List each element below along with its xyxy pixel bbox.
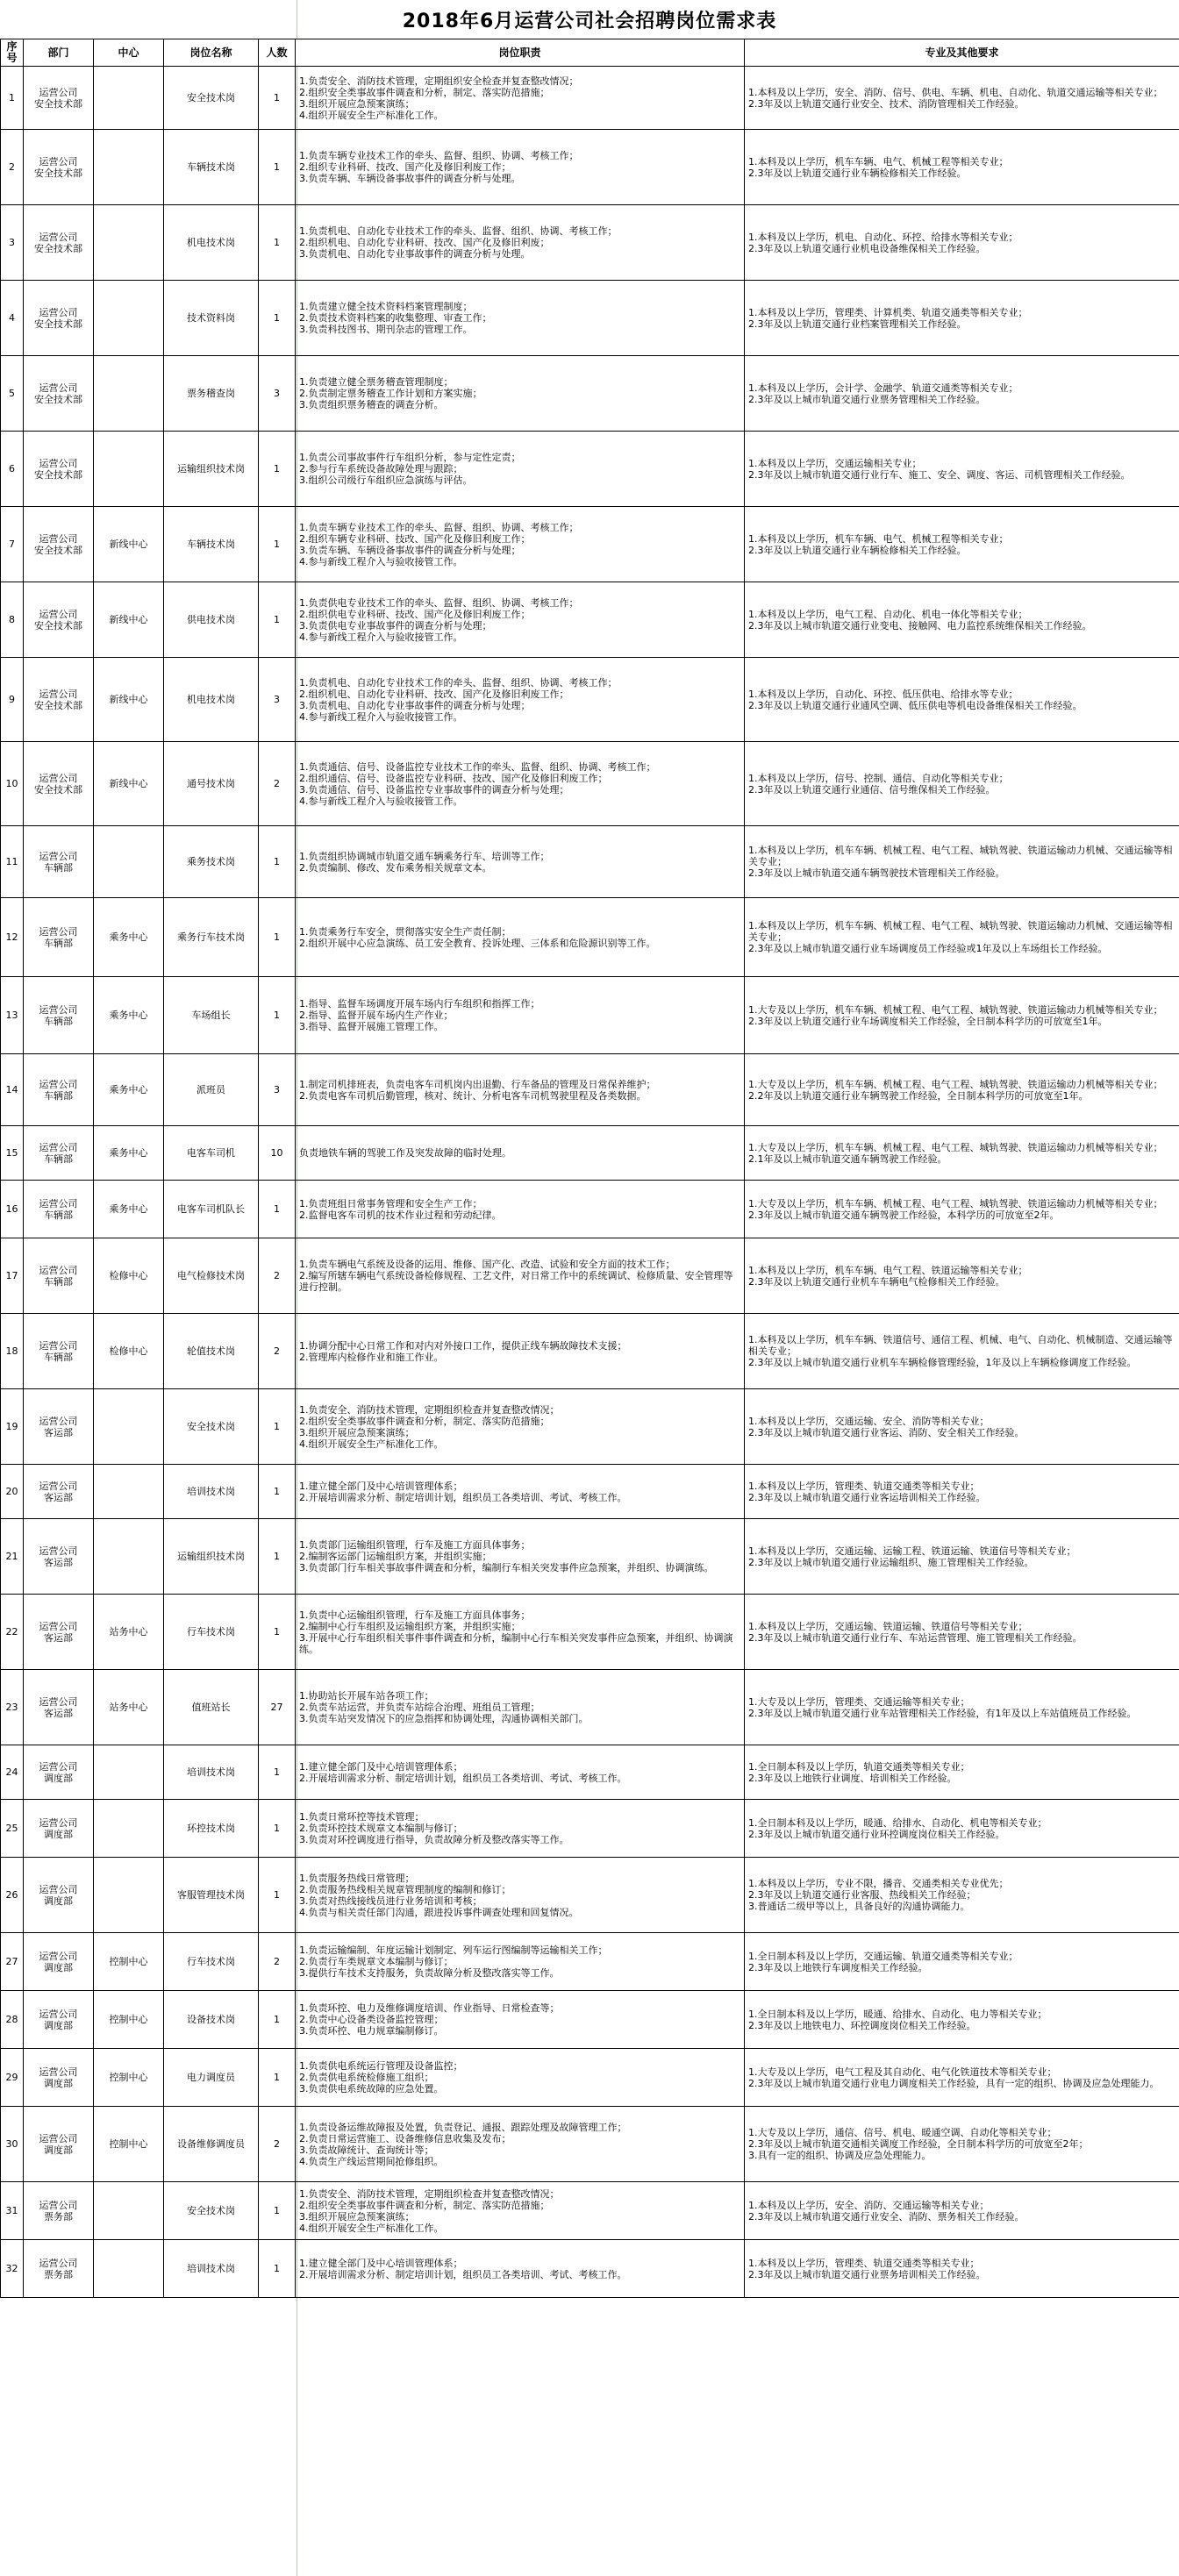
cell-center: 乘务中心: [94, 977, 164, 1054]
cell-duty: 1.负责安全、消防技术管理，定期组织安全检查并复查整改情况； 2.组织安全类事故事件调查和分析，制定、落实防范措施； 3.组织开展应急预案演练； 4.组织开展安全生产标准化工作。: [296, 67, 745, 130]
cell-requirements: 1.本科及以上学历，管理类、计算机类、轨道交通类等相关专业； 2.3年及以上轨道交通行业档案管理相关工作经验。: [745, 281, 1179, 356]
cell-center: [94, 205, 164, 281]
cell-post: 设备维修调度员: [164, 2107, 259, 2182]
cell-dept: 运营公司 调度部: [24, 1800, 94, 1858]
cell-no: 7: [1, 507, 24, 582]
cell-requirements: 1.大专及以上学历，机车车辆、机械工程、电气工程、城轨驾驶、铁道运输动力机械等相关专业； 2.1年及以上城市轨道交通车辆驾驶工作经验。: [745, 1126, 1179, 1181]
cell-dept: 运营公司 票务部: [24, 2240, 94, 2298]
cell-duty: 1.负责车辆电气系统及设备的运用、维修、国产化、改造、试验和安全方面的技术工作； 2.编写所辖车辆电气系统设备检修规程、工艺文件，对日常工作中的系统调试、检修质量、安全管理等进行控制。: [296, 1238, 745, 1314]
cell-duty: 1.负责车辆专业技术工作的牵头、监督、组织、协调、考核工作； 2.组织专业科研、技改、国产化及修旧利废工作； 3.负责车辆、车辆设备事故事件的调查分析与处理。: [296, 130, 745, 205]
cell-count: 1: [259, 1181, 296, 1238]
cell-center: 新线中心: [94, 658, 164, 742]
sheet-title-row: [0, 0, 1179, 39]
cell-count: 2: [259, 1314, 296, 1389]
cell-post: 运输组织技术岗: [164, 1519, 259, 1595]
cell-duty: 1.负责运输编制、年度运输计划制定、列车运行图编制等运输相关工作； 2.负责行车类规章文本编制与修订； 3.提供行车技术支持服务，负责故障分析及整改落实等工作。: [296, 1933, 745, 1991]
table-row: [1, 582, 1179, 658]
cell-post: 电客车司机队长: [164, 1181, 259, 1238]
cell-requirements: 1.本科及以上学历，机车车辆、电气、机械工程等相关专业； 2.3年及以上轨道交通行业车辆检修相关工作经验。: [745, 507, 1179, 582]
cell-post: 技术资料岗: [164, 281, 259, 356]
cell-post: 派班员: [164, 1054, 259, 1126]
cell-no: 11: [1, 826, 24, 898]
cell-center: 乘务中心: [94, 1181, 164, 1238]
cell-duty: 1.负责机电、自动化专业技术工作的牵头、监督、组织、协调、考核工作； 2.组织机电、自动化专业科研、技改、国产化及修旧利废工作； 3.负责机电、自动化专业事故事件的调查分析与处理； 4.参与新线工程介入与验收接管工作。: [296, 658, 745, 742]
cell-post: 机电技术岗: [164, 658, 259, 742]
cell-count: 1: [259, 582, 296, 658]
cell-dept: 运营公司 调度部: [24, 2107, 94, 2182]
cell-requirements: 1.本科及以上学历，自动化、环控、低压供电、给排水等专业； 2.3年及以上轨道交通行业通风空调、低压供电等机电设备维保相关工作经验。: [745, 658, 1179, 742]
cell-no: 18: [1, 1314, 24, 1389]
cell-post: 行车技术岗: [164, 1595, 259, 1670]
cell-count: 1: [259, 507, 296, 582]
cell-duty: 1.负责安全、消防技术管理，定期组织检查并复查整改情况； 2.组织安全类事故事件调查和分析，制定、落实防范措施； 3.组织开展应急预案演练； 4.组织开展安全生产标准化工作。: [296, 1389, 745, 1465]
header-dept: 部门: [24, 39, 94, 67]
cell-count: 1: [259, 2049, 296, 2107]
cell-requirements: 1.本科及以上学历，专业不限，播音、交通类相关专业优先； 2.3年及以上轨道交通行业客服、热线相关工作经验； 3.普通话二级甲等以上，具备良好的沟通协调能力。: [745, 1858, 1179, 1933]
cell-post: 环控技术岗: [164, 1800, 259, 1858]
cell-dept: 运营公司 客运部: [24, 1465, 94, 1519]
table-row: [1, 432, 1179, 507]
table-header-row: [1, 39, 1179, 67]
cell-no: 1: [1, 67, 24, 130]
cell-dept: 运营公司 车辆部: [24, 898, 94, 977]
cell-no: 17: [1, 1238, 24, 1314]
cell-requirements: 1.本科及以上学历，交通运输、安全、消防等相关专业； 2.3年及以上城市轨道交通行业客运、消防、安全相关工作经验。: [745, 1389, 1179, 1465]
cell-dept: 运营公司 客运部: [24, 1595, 94, 1670]
cell-dept: 运营公司 安全技术部: [24, 582, 94, 658]
cell-center: [94, 432, 164, 507]
cell-center: 新线中心: [94, 582, 164, 658]
cell-no: 21: [1, 1519, 24, 1595]
cell-no: 3: [1, 205, 24, 281]
cell-center: 乘务中心: [94, 1126, 164, 1181]
cell-dept: 运营公司 调度部: [24, 1933, 94, 1991]
table-row: [1, 507, 1179, 582]
cell-count: 1: [259, 281, 296, 356]
cell-no: 16: [1, 1181, 24, 1238]
cell-post: 票务稽查岗: [164, 356, 259, 432]
table-body: [1, 67, 1179, 2298]
cell-center: [94, 356, 164, 432]
cell-count: 1: [259, 1858, 296, 1933]
header-requirements: 专业及其他要求: [745, 39, 1179, 67]
cell-center: [94, 1858, 164, 1933]
cell-center: [94, 281, 164, 356]
cell-duty: 1.指导、监督车场调度开展车场内行车组织和指挥工作； 2.指导、监督开展车场内生产作业； 3.指导、监督开展施工管理工作。: [296, 977, 745, 1054]
cell-requirements: 1.本科及以上学历，机车车辆、机械工程、电气工程、城轨驾驶、铁道运输动力机械、交通运输等相关专业； 2.3年及以上城市轨道交通行业车场调度员工作经验或1年及以上车场组长工作经验。: [745, 898, 1179, 977]
cell-duty: 1.负责供电系统运行管理及设备监控； 2.负责供电系统检修施工组织； 3.负责供电系统故障的应急处置。: [296, 2049, 745, 2107]
cell-dept: 运营公司 调度部: [24, 1991, 94, 2049]
table-row: [1, 67, 1179, 130]
cell-post: 培训技术岗: [164, 1465, 259, 1519]
cell-post: 供电技术岗: [164, 582, 259, 658]
cell-no: 32: [1, 2240, 24, 2298]
table-row: [1, 826, 1179, 898]
table-row: [1, 2182, 1179, 2240]
cell-center: 控制中心: [94, 2049, 164, 2107]
cell-dept: 运营公司 车辆部: [24, 1314, 94, 1389]
header-count: 人数: [259, 39, 296, 67]
cell-dept: 运营公司 车辆部: [24, 1126, 94, 1181]
cell-duty: 1.建立健全部门及中心培训管理体系； 2.开展培训需求分析、制定培训计划，组织员工各类培训、考试、考核工作。: [296, 1745, 745, 1800]
cell-duty: 负责地铁车辆的驾驶工作及突发故障的临时处理。: [296, 1126, 745, 1181]
cell-post: 乘务技术岗: [164, 826, 259, 898]
cell-post: 设备技术岗: [164, 1991, 259, 2049]
cell-post: 车场组长: [164, 977, 259, 1054]
cell-dept: 运营公司 安全技术部: [24, 205, 94, 281]
table-row: [1, 658, 1179, 742]
cell-center: 检修中心: [94, 1314, 164, 1389]
cell-count: 1: [259, 432, 296, 507]
cell-count: 3: [259, 658, 296, 742]
cell-no: 5: [1, 356, 24, 432]
cell-center: 检修中心: [94, 1238, 164, 1314]
cell-no: 31: [1, 2182, 24, 2240]
cell-requirements: 1.本科及以上学历，管理类、轨道交通类等相关专业； 2.3年及以上城市轨道交通行业客运培训相关工作经验。: [745, 1465, 1179, 1519]
cell-duty: 1.负责设备运维故障报及处置，负责登记、通报、跟踪处理及故障管理工作； 2.负责日常运营施工、设备维修信息收集及发布； 3.负责故障统计、查询统计等； 4.负责生产线运营期间抢修组织。: [296, 2107, 745, 2182]
table-row: [1, 1800, 1179, 1858]
cell-count: 1: [259, 826, 296, 898]
table-row: [1, 130, 1179, 205]
cell-center: 新线中心: [94, 742, 164, 826]
cell-dept: 运营公司 客运部: [24, 1519, 94, 1595]
table-row: [1, 977, 1179, 1054]
cell-requirements: 1.本科及以上学历，电气工程、自动化、机电一体化等相关专业； 2.3年及以上城市轨道交通行业变电、接触网、电力监控系统维保相关工作经验。: [745, 582, 1179, 658]
cell-no: 2: [1, 130, 24, 205]
table-row: [1, 2240, 1179, 2298]
cell-count: 1: [259, 1745, 296, 1800]
cell-center: [94, 2182, 164, 2240]
cell-duty: 1.负责建立健全技术资料档案管理制度； 2.负责技术资料档案的收集整理、审查工作； 3.负责科技图书、期刊杂志的管理工作。: [296, 281, 745, 356]
cell-count: 1: [259, 1991, 296, 2049]
cell-dept: 运营公司 安全技术部: [24, 130, 94, 205]
cell-center: 控制中心: [94, 2107, 164, 2182]
cell-no: 19: [1, 1389, 24, 1465]
cell-requirements: 1.本科及以上学历，安全、消防、信号、供电、车辆、机电、自动化、轨道交通运输等相关专业； 2.3年及以上轨道交通行业安全、技术、消防管理相关工作经验。: [745, 67, 1179, 130]
cell-center: 乘务中心: [94, 1054, 164, 1126]
table-row: [1, 281, 1179, 356]
cell-center: [94, 130, 164, 205]
cell-requirements: 1.本科及以上学历，机电、自动化、环控、给排水等相关专业； 2.3年及以上轨道交通行业机电设备维保相关工作经验。: [745, 205, 1179, 281]
cell-post: 电气检修技术岗: [164, 1238, 259, 1314]
cell-dept: 运营公司 调度部: [24, 2049, 94, 2107]
cell-duty: 1.负责部门运输组织管理，行车及施工方面具体事务； 2.编制客运部门运输组织方案，并组织实施； 3.负责部门行车相关事故事件调查和分析，编制行车相关突发事件应急预案，并组织、协调演练。: [296, 1519, 745, 1595]
cell-center: 控制中心: [94, 1933, 164, 1991]
table-row: [1, 1238, 1179, 1314]
cell-center: [94, 1389, 164, 1465]
cell-center: [94, 1745, 164, 1800]
cell-dept: 运营公司 车辆部: [24, 1054, 94, 1126]
cell-requirements: 1.全日制本科及以上学历，暖通、给排水、自动化、机电等相关专业； 2.3年及以上城市轨道交通行业环控调度岗位相关工作经验。: [745, 1800, 1179, 1858]
cell-requirements: 1.大专及以上学历，通信、信号、机电、暖通空调、自动化等相关专业； 2.3年及以上城市轨道交通相关调度工作经验，全日制本科学历的可放宽至2年； 3.具有一定的组织、协调及应急处理能力。: [745, 2107, 1179, 2182]
cell-center: 站务中心: [94, 1595, 164, 1670]
cell-post: 电力调度员: [164, 2049, 259, 2107]
cell-dept: 运营公司 安全技术部: [24, 356, 94, 432]
cell-requirements: 1.大专及以上学历，机车车辆、机械工程、电气工程、城轨驾驶、铁道运输动力机械等相关专业； 2.3年及以上轨道交通行业车场调度相关工作经验，全日制本科学历的可放宽至1年。: [745, 977, 1179, 1054]
cell-no: 6: [1, 432, 24, 507]
cell-dept: 运营公司 安全技术部: [24, 742, 94, 826]
cell-count: 3: [259, 1054, 296, 1126]
cell-post: 运输组织技术岗: [164, 432, 259, 507]
cell-no: 24: [1, 1745, 24, 1800]
cell-no: 15: [1, 1126, 24, 1181]
cell-duty: 1.建立健全部门及中心培训管理体系； 2.开展培训需求分析、制定培训计划，组织员工各类培训、考试、考核工作。: [296, 2240, 745, 2298]
cell-count: 1: [259, 130, 296, 205]
header-duty: 岗位职责: [296, 39, 745, 67]
cell-no: 28: [1, 1991, 24, 2049]
table-row: [1, 742, 1179, 826]
cell-dept: 运营公司 车辆部: [24, 1181, 94, 1238]
cell-requirements: 1.本科及以上学历，机车车辆、电气、机械工程等相关专业； 2.3年及以上轨道交通行业车辆检修相关工作经验。: [745, 130, 1179, 205]
cell-no: 25: [1, 1800, 24, 1858]
cell-duty: 1.负责车辆专业技术工作的牵头、监督、组织、协调、考核工作； 2.组织车辆专业科研、技改、国产化及修旧利废工作； 3.负责车辆、车辆设备事故事件的调查分析与处理； 4.参与新线工程介入与验收接管工作。: [296, 507, 745, 582]
cell-duty: 1.负责乘务行车安全，贯彻落实安全生产责任制； 2.组织开展中心应急演练、员工安全教育、投诉处理、三体系和危险源识别等工作。: [296, 898, 745, 977]
cell-dept: 运营公司 安全技术部: [24, 658, 94, 742]
cell-requirements: 1.本科及以上学历，交通运输、铁道运输、铁道信号等相关专业； 2.3年及以上城市轨道交通行业行车、车站运营管理、施工管理相关工作经验。: [745, 1595, 1179, 1670]
cell-dept: 运营公司 票务部: [24, 2182, 94, 2240]
cell-count: 1: [259, 1519, 296, 1595]
cell-requirements: 1.本科及以上学历，交通运输、运输工程、铁道运输、铁道信号等相关专业； 2.3年及以上城市轨道交通行业运输组织、施工管理相关工作经验。: [745, 1519, 1179, 1595]
cell-count: 2: [259, 742, 296, 826]
cell-count: 1: [259, 1595, 296, 1670]
cell-no: 14: [1, 1054, 24, 1126]
cell-center: [94, 1465, 164, 1519]
cell-dept: 运营公司 安全技术部: [24, 67, 94, 130]
cell-duty: 1.负责中心运输组织管理，行车及施工方面具体事务； 2.编制中心行车组织及运输组织方案，并组织实施； 3.开展中心行车组织相关事件事件调查和分析，编制中心行车相关突发事件应急预案，并组织、协调演练。: [296, 1595, 745, 1670]
cell-post: 车辆技术岗: [164, 130, 259, 205]
cell-no: 12: [1, 898, 24, 977]
cell-requirements: 1.全日制本科及以上学历，交通运输、轨道交通类等相关专业； 2.3年及以上地铁行车调度相关工作经验。: [745, 1933, 1179, 1991]
cell-dept: 运营公司 安全技术部: [24, 432, 94, 507]
table-row: [1, 2107, 1179, 2182]
cell-center: 乘务中心: [94, 898, 164, 977]
cell-duty: 1.负责服务热线日常管理； 2.负责服务热线相关规章管理制度的编制和修订； 3.负责对热线接线员进行业务培训和考核； 4.负责与相关责任部门沟通，跟进投诉事件调查处理和回复情况。: [296, 1858, 745, 1933]
cell-dept: 运营公司 调度部: [24, 1858, 94, 1933]
cell-duty: 1.负责安全、消防技术管理，定期组织检查并复查整改情况； 2.组织安全类事故事件调查和分析，制定、落实防范措施； 3.组织开展应急预案演练； 4.组织开展安全生产标准化工作。: [296, 2182, 745, 2240]
table-row: [1, 1181, 1179, 1238]
cell-no: 20: [1, 1465, 24, 1519]
cell-post: 客服管理技术岗: [164, 1858, 259, 1933]
header-no: 序号: [1, 39, 24, 67]
cell-no: 27: [1, 1933, 24, 1991]
cell-duty: 1.协助站长开展车站各项工作； 2.负责车站运营，并负责车站综合治理、班组员工管理； 3.负责车站突发情况下的应急指挥和协调处理，沟通协调相关部门。: [296, 1670, 745, 1745]
cell-requirements: 1.本科及以上学历，管理类、轨道交通类等相关专业； 2.3年及以上城市轨道交通行业票务培训相关工作经验。: [745, 2240, 1179, 2298]
cell-no: 8: [1, 582, 24, 658]
cell-center: [94, 1800, 164, 1858]
table-row: [1, 1595, 1179, 1670]
page-title: 2018年6月运营公司社会招聘岗位需求表: [402, 10, 777, 32]
cell-count: 1: [259, 977, 296, 1054]
cell-post: 安全技术岗: [164, 67, 259, 130]
cell-requirements: 1.本科及以上学历，机车车辆、机械工程、电气工程、城轨驾驶、铁道运输动力机械、交通运输等相关专业； 2.3年及以上城市轨道交通车辆驾驶技术管理相关工作经验。: [745, 826, 1179, 898]
cell-post: 安全技术岗: [164, 2182, 259, 2240]
cell-dept: 运营公司 安全技术部: [24, 281, 94, 356]
cell-count: 1: [259, 67, 296, 130]
cell-center: [94, 67, 164, 130]
cell-count: 1: [259, 1800, 296, 1858]
cell-count: 2: [259, 1238, 296, 1314]
table-row: [1, 1670, 1179, 1745]
cell-requirements: 1.本科及以上学历，安全、消防、交通运输等相关专业； 2.3年及以上城市轨道交通行业安全、消防、票务相关工作经验。: [745, 2182, 1179, 2240]
cell-post: 电客车司机: [164, 1126, 259, 1181]
cell-dept: 运营公司 车辆部: [24, 1238, 94, 1314]
table-row: [1, 356, 1179, 432]
cell-post: 乘务行车技术岗: [164, 898, 259, 977]
table-row: [1, 898, 1179, 977]
cell-count: 3: [259, 356, 296, 432]
cell-duty: 1.负责建立健全票务稽查管理制度； 2.负责制定票务稽查工作计划和方案实施； 3.负责组织票务稽查的调查分析。: [296, 356, 745, 432]
cell-duty: 1.制定司机排班表，负责电客车司机岗内出退勤、行车备品的管理及日常保养维护； 2.负责电客车司机后勤管理，核对、统计、分析电客车司机驾驶里程及各类数据。: [296, 1054, 745, 1126]
header-center: 中心: [94, 39, 164, 67]
cell-duty: 1.负责机电、自动化专业技术工作的牵头、监督、组织、协调、考核工作； 2.组织机电、自动化专业科研、技改、国产化及修旧利废； 3.负责机电、自动化专业事故事件的调查分析与处理。: [296, 205, 745, 281]
cell-post: 车辆技术岗: [164, 507, 259, 582]
cell-requirements: 1.本科及以上学历，信号、控制、通信、自动化等相关专业； 2.3年及以上轨道交通行业通信、信号维保相关工作经验。: [745, 742, 1179, 826]
cell-center: [94, 1519, 164, 1595]
cell-duty: 1.负责组织协调城市轨道交通车辆乘务行车、培训等工作； 2.负责编制、修改、发布乘务相关规章文本。: [296, 826, 745, 898]
cell-post: 安全技术岗: [164, 1389, 259, 1465]
cell-no: 4: [1, 281, 24, 356]
cell-center: [94, 2240, 164, 2298]
cell-no: 13: [1, 977, 24, 1054]
cell-post: 值班站长: [164, 1670, 259, 1745]
cell-dept: 运营公司 车辆部: [24, 826, 94, 898]
table-row: [1, 1858, 1179, 1933]
cell-requirements: 1.大专及以上学历，机车车辆、机械工程、电气工程、城轨驾驶、铁道运输动力机械等相关专业； 2.3年及以上城市轨道交通车辆驾驶工作经验，本科学历的可放宽至2年。: [745, 1181, 1179, 1238]
cell-no: 22: [1, 1595, 24, 1670]
cell-count: 1: [259, 1389, 296, 1465]
cell-dept: 运营公司 车辆部: [24, 977, 94, 1054]
cell-count: 2: [259, 2107, 296, 2182]
table-row: [1, 1126, 1179, 1181]
cell-count: 1: [259, 205, 296, 281]
table-row: [1, 205, 1179, 281]
cell-duty: 1.协调分配中心日常工作和对内对外接口工作，提供正线车辆故障技术支援； 2.管理库内检修作业和施工作业。: [296, 1314, 745, 1389]
table-row: [1, 2049, 1179, 2107]
cell-count: 10: [259, 1126, 296, 1181]
cell-count: 1: [259, 898, 296, 977]
cell-no: 29: [1, 2049, 24, 2107]
cell-requirements: 1.全日制本科及以上学历，轨道交通类等相关专业； 2.3年及以上地铁行业调度、培训相关工作经验。: [745, 1745, 1179, 1800]
recruitment-table: [0, 39, 1179, 2298]
cell-duty: 1.负责通信、信号、设备监控专业技术工作的牵头、监督、组织、协调、考核工作； 2.组织通信、信号、设备监控专业科研、技改、国产化及修旧利废工作； 3.负责通信、信号、设备监控专业事故事件的调查分析与处理； 4.参与新线工程介入与验收接管工作。: [296, 742, 745, 826]
cell-center: 站务中心: [94, 1670, 164, 1745]
cell-no: 10: [1, 742, 24, 826]
cell-count: 1: [259, 2240, 296, 2298]
table-row: [1, 1991, 1179, 2049]
table-row: [1, 1314, 1179, 1389]
header-post: 岗位名称: [164, 39, 259, 67]
cell-post: 轮值技术岗: [164, 1314, 259, 1389]
cell-requirements: 1.本科及以上学历，交通运输相关专业； 2.3年及以上城市轨道交通行业行车、施工、安全、调度、客运、司机管理相关工作经验。: [745, 432, 1179, 507]
cell-dept: 运营公司 客运部: [24, 1389, 94, 1465]
cell-no: 23: [1, 1670, 24, 1745]
cell-duty: 1.负责公司事故事件行车组织分析，参与定性定责； 2.参与行车系统设备故障处理与跟踪； 3.组织公司级行车组织应急演练与评估。: [296, 432, 745, 507]
cell-duty: 1.负责班组日常事务管理和安全生产工作； 2.监督电客车司机的技术作业过程和劳动纪律。: [296, 1181, 745, 1238]
cell-center: 控制中心: [94, 1991, 164, 2049]
cell-post: 机电技术岗: [164, 205, 259, 281]
cell-count: 27: [259, 1670, 296, 1745]
cell-center: 新线中心: [94, 507, 164, 582]
cell-requirements: 1.大专及以上学历，机车车辆、机械工程、电气工程、城轨驾驶、铁道运输动力机械等相关专业； 2.2年及以上轨道交通行业车辆驾驶工作经验，全日制本科学历的可放宽至1年。: [745, 1054, 1179, 1126]
table-row: [1, 1389, 1179, 1465]
table-row: [1, 1745, 1179, 1800]
cell-dept: 运营公司 调度部: [24, 1745, 94, 1800]
cell-post: 通号技术岗: [164, 742, 259, 826]
cell-requirements: 1.本科及以上学历，会计学、金融学、轨道交通类等相关专业； 2.3年及以上城市轨道交通行业票务管理相关工作经验。: [745, 356, 1179, 432]
cell-no: 26: [1, 1858, 24, 1933]
cell-no: 9: [1, 658, 24, 742]
cell-post: 培训技术岗: [164, 2240, 259, 2298]
cell-requirements: 1.本科及以上学历，机车车辆、铁道信号、通信工程、机械、电气、自动化、机械制造、交通运输等相关专业； 2.3年及以上城市轨道交通行业机车车辆检修管理经验，1年及以上车辆检修调度工作经验。: [745, 1314, 1179, 1389]
table-row: [1, 1054, 1179, 1126]
table-row: [1, 1465, 1179, 1519]
cell-dept: 运营公司 安全技术部: [24, 507, 94, 582]
table-row: [1, 1933, 1179, 1991]
cell-duty: 1.负责日常环控等技术管理； 2.负责环控技术规章文本编制与修订； 3.负责对环控调度进行指导，负责故障分析及整改落实等工作。: [296, 1800, 745, 1858]
cell-duty: 1.负责环控、电力及维修调度培训、作业指导、日常检查等； 2.负责中心设备类设备监控管理； 3.负责环控、电力规章编制修订。: [296, 1991, 745, 2049]
cell-count: 1: [259, 1465, 296, 1519]
cell-post: 培训技术岗: [164, 1745, 259, 1800]
cell-count: 2: [259, 1933, 296, 1991]
cell-requirements: 1.全日制本科及以上学历，暖通、给排水、自动化、电力等相关专业； 2.3年及以上地铁电力、环控调度岗位相关工作经验。: [745, 1991, 1179, 2049]
cell-duty: 1.建立健全部门及中心培训管理体系； 2.开展培训需求分析、制定培训计划，组织员工各类培训、考试、考核工作。: [296, 1465, 745, 1519]
table-row: [1, 1519, 1179, 1595]
cell-requirements: 1.本科及以上学历，机车车辆、电气工程、铁道运输等相关专业； 2.3年及以上轨道交通行业机车车辆电气检修相关工作经验。: [745, 1238, 1179, 1314]
cell-no: 30: [1, 2107, 24, 2182]
cell-duty: 1.负责供电专业技术工作的牵头、监督、组织、协调、考核工作； 2.组织供电专业科研、技改、国产化及修旧利废工作； 3.负责供电专业事故事件的调查分析与处理； 4.参与新线工程介入与验收接管工作。: [296, 582, 745, 658]
cell-center: [94, 826, 164, 898]
cell-dept: 运营公司 客运部: [24, 1670, 94, 1745]
cell-requirements: 1.大专及以上学历，管理类、交通运输等相关专业； 2.3年及以上城市轨道交通行业车站管理相关工作经验，有1年及以上车站值班员工作经验。: [745, 1670, 1179, 1745]
cell-requirements: 1.大专及以上学历，电气工程及其自动化、电气化铁道技术等相关专业； 2.3年及以上城市轨道交通行业电力调度相关工作经验，具有一定的组织、协调及应急处理能力。: [745, 2049, 1179, 2107]
cell-post: 行车技术岗: [164, 1933, 259, 1991]
cell-count: 1: [259, 2182, 296, 2240]
